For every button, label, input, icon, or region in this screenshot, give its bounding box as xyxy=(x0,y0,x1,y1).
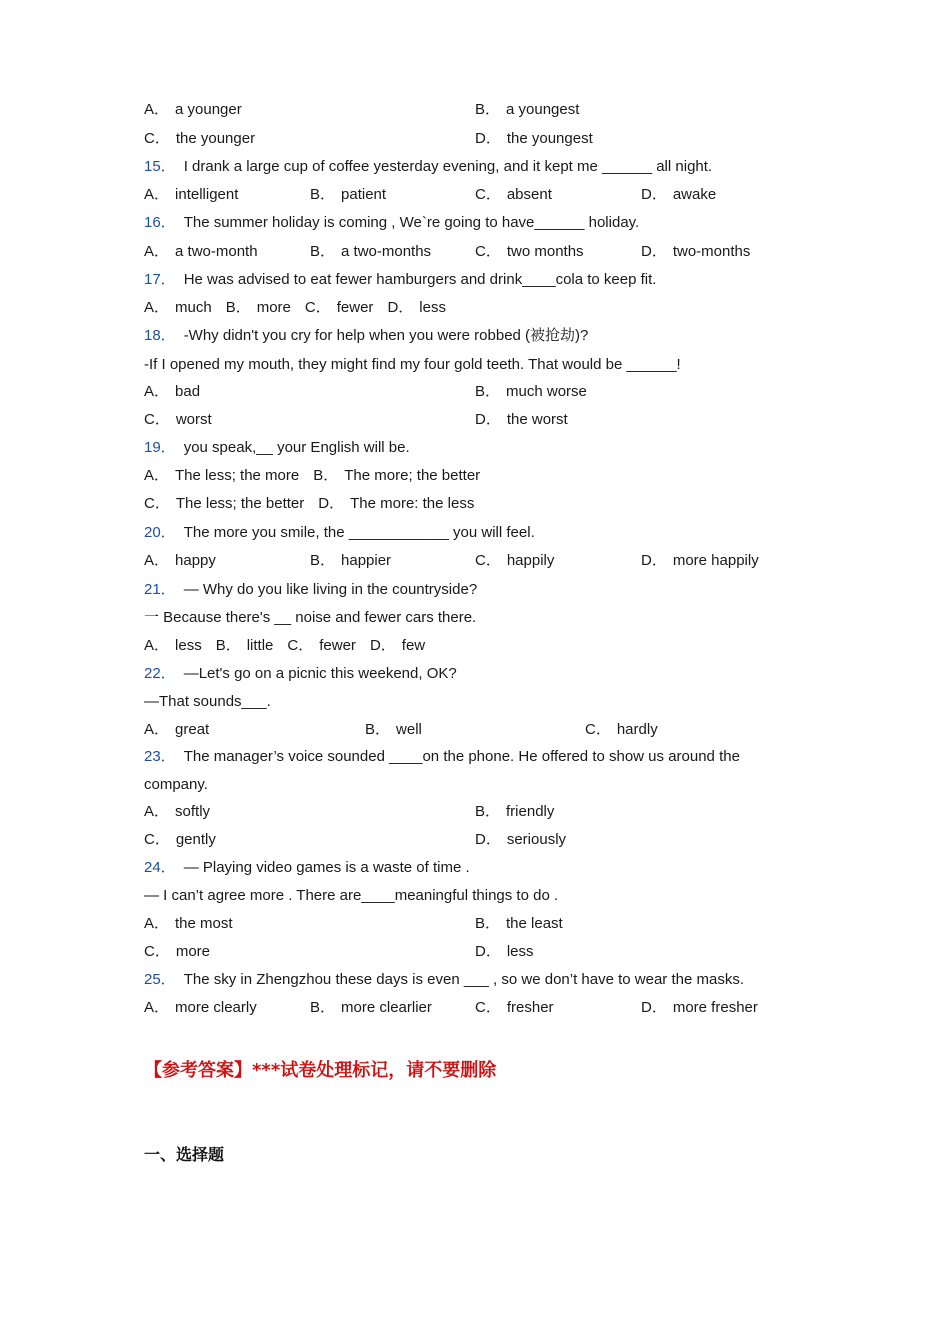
q22-stem: 22． —Let's go on a picnic this weekend, OK? xyxy=(144,665,457,682)
q25-option-b[interactable]: B． more clearlier xyxy=(310,999,432,1016)
q17-option-b[interactable]: B． more xyxy=(225,299,291,316)
q19-stem: 19． you speak,__ your English will be. xyxy=(144,439,410,456)
q15-number: 15． xyxy=(144,158,176,175)
q18-option-a[interactable]: A． bad xyxy=(144,383,201,400)
q25-number: 25． xyxy=(144,971,176,988)
q23-option-b[interactable]: B． friendly xyxy=(475,803,555,820)
q24-stem: 24． — Playing video games is a waste of time . xyxy=(144,859,470,876)
q15-option-d[interactable]: D． awake xyxy=(641,186,717,203)
q15-option-a[interactable]: A． intelligent xyxy=(144,186,239,203)
q19-option-d[interactable]: D． The more: the less xyxy=(318,495,475,512)
q14-option-d[interactable]: D． the youngest xyxy=(475,130,593,147)
q18-stem-line2: -If I opened my mouth, they might find my four gold teeth. That would be ______! xyxy=(144,356,681,373)
q17-stem: 17． He was advised to eat fewer hamburgers and drink____cola to keep fit. xyxy=(144,271,657,288)
q24-option-d[interactable]: D． less xyxy=(475,943,534,960)
q21-stem-line2: 一 Because there's __ noise and fewer cars there. xyxy=(144,609,477,626)
q22-option-c[interactable]: C． hardly xyxy=(585,721,658,738)
q24-stem-line2: — I can’t agree more . There are____meaningful things to do . xyxy=(144,887,559,904)
q23-stem: 23． The manager’s voice sounded ____on the phone. He offered to show us around the xyxy=(144,748,740,765)
q25-stem: 25． The sky in Zhengzhou these days is even ___ , so we don’t have to wear the masks. xyxy=(144,971,744,988)
answer-key-heading: 【参考答案】***试卷处理标记，请不要删除 xyxy=(144,1060,497,1081)
q20-option-c[interactable]: C． happily xyxy=(475,552,555,569)
q19-option-a[interactable]: A． The less; the more xyxy=(144,467,300,484)
q19-option-b[interactable]: B． The more; the better xyxy=(313,467,481,484)
q19-number: 19． xyxy=(144,439,176,456)
q16-option-d[interactable]: D． two-months xyxy=(641,243,751,260)
q16-option-c[interactable]: C． two months xyxy=(475,243,584,260)
q20-option-b[interactable]: B． happier xyxy=(310,552,392,569)
q24-option-c[interactable]: C． more xyxy=(144,943,211,960)
q20-option-a[interactable]: A． happy xyxy=(144,552,216,569)
q16-option-a[interactable]: A． a two-month xyxy=(144,243,258,260)
q17-number: 17． xyxy=(144,271,176,288)
q25-option-c[interactable]: C． fresher xyxy=(475,999,554,1016)
q23-option-c[interactable]: C． gently xyxy=(144,831,216,848)
q16-number: 16． xyxy=(144,214,176,231)
q16-stem: 16． The summer holiday is coming , We`re going to have______ holiday. xyxy=(144,214,640,231)
q22-option-b[interactable]: B． well xyxy=(365,721,422,738)
q20-option-d[interactable]: D． more happily xyxy=(641,552,759,569)
q18-option-b[interactable]: B． much worse xyxy=(475,383,587,400)
q18-option-c[interactable]: C． worst xyxy=(144,411,212,428)
q18-stem: 18． -Why didn't you cry for help when you were robbed (被抢劫)? xyxy=(144,327,589,344)
section-heading: 一、选择题 xyxy=(144,1145,225,1164)
q14-option-a[interactable]: A． a younger xyxy=(144,101,242,118)
q18-number: 18． xyxy=(144,327,176,344)
q23-option-a[interactable]: A． softly xyxy=(144,803,211,820)
q17-option-a[interactable]: A． much xyxy=(144,299,212,316)
q19-options-row1 xyxy=(144,464,480,488)
q22-stem-line2: —That sounds___. xyxy=(144,693,271,710)
q21-option-a[interactable]: A． less xyxy=(144,637,202,654)
q24-number: 24． xyxy=(144,859,176,876)
q21-options xyxy=(144,634,425,658)
q15-option-b[interactable]: B． patient xyxy=(310,186,387,203)
q21-option-b[interactable]: B． little xyxy=(215,637,274,654)
q25-option-d[interactable]: D． more fresher xyxy=(641,999,758,1016)
q15-stem: 15． I drank a large cup of coffee yesterday evening, and it kept me ______ all night. xyxy=(144,158,713,175)
q17-option-c[interactable]: C． fewer xyxy=(304,299,374,316)
q24-option-a[interactable]: A． the most xyxy=(144,915,233,932)
q15-option-c[interactable]: C． absent xyxy=(475,186,552,203)
q25-option-a[interactable]: A． more clearly xyxy=(144,999,257,1016)
q17-options xyxy=(144,296,446,320)
q24-option-b[interactable]: B． the least xyxy=(475,915,563,932)
q23-number: 23． xyxy=(144,748,176,765)
q22-option-a[interactable]: A． great xyxy=(144,721,210,738)
q23-option-d[interactable]: D． seriously xyxy=(475,831,567,848)
q17-option-d[interactable]: D． less xyxy=(387,299,446,316)
q20-number: 20． xyxy=(144,524,176,541)
q21-option-d[interactable]: D． few xyxy=(369,637,426,654)
q18-option-d[interactable]: D． the worst xyxy=(475,411,568,428)
q21-option-c[interactable]: C． fewer xyxy=(287,637,356,654)
q21-stem: 21． — Why do you like living in the countryside? xyxy=(144,581,478,598)
q19-option-c[interactable]: C． The less; the better xyxy=(144,495,305,512)
q23-stem-line2: company. xyxy=(144,776,208,793)
q19-options-row2 xyxy=(144,492,474,516)
q16-option-b[interactable]: B． a two-months xyxy=(310,243,432,260)
q14-option-b[interactable]: B． a youngest xyxy=(475,101,580,118)
q21-number: 21． xyxy=(144,581,176,598)
q22-number: 22． xyxy=(144,665,176,682)
q14-option-c[interactable]: C． the younger xyxy=(144,130,256,147)
q20-stem: 20． The more you smile, the ____________ you will feel. xyxy=(144,524,535,541)
